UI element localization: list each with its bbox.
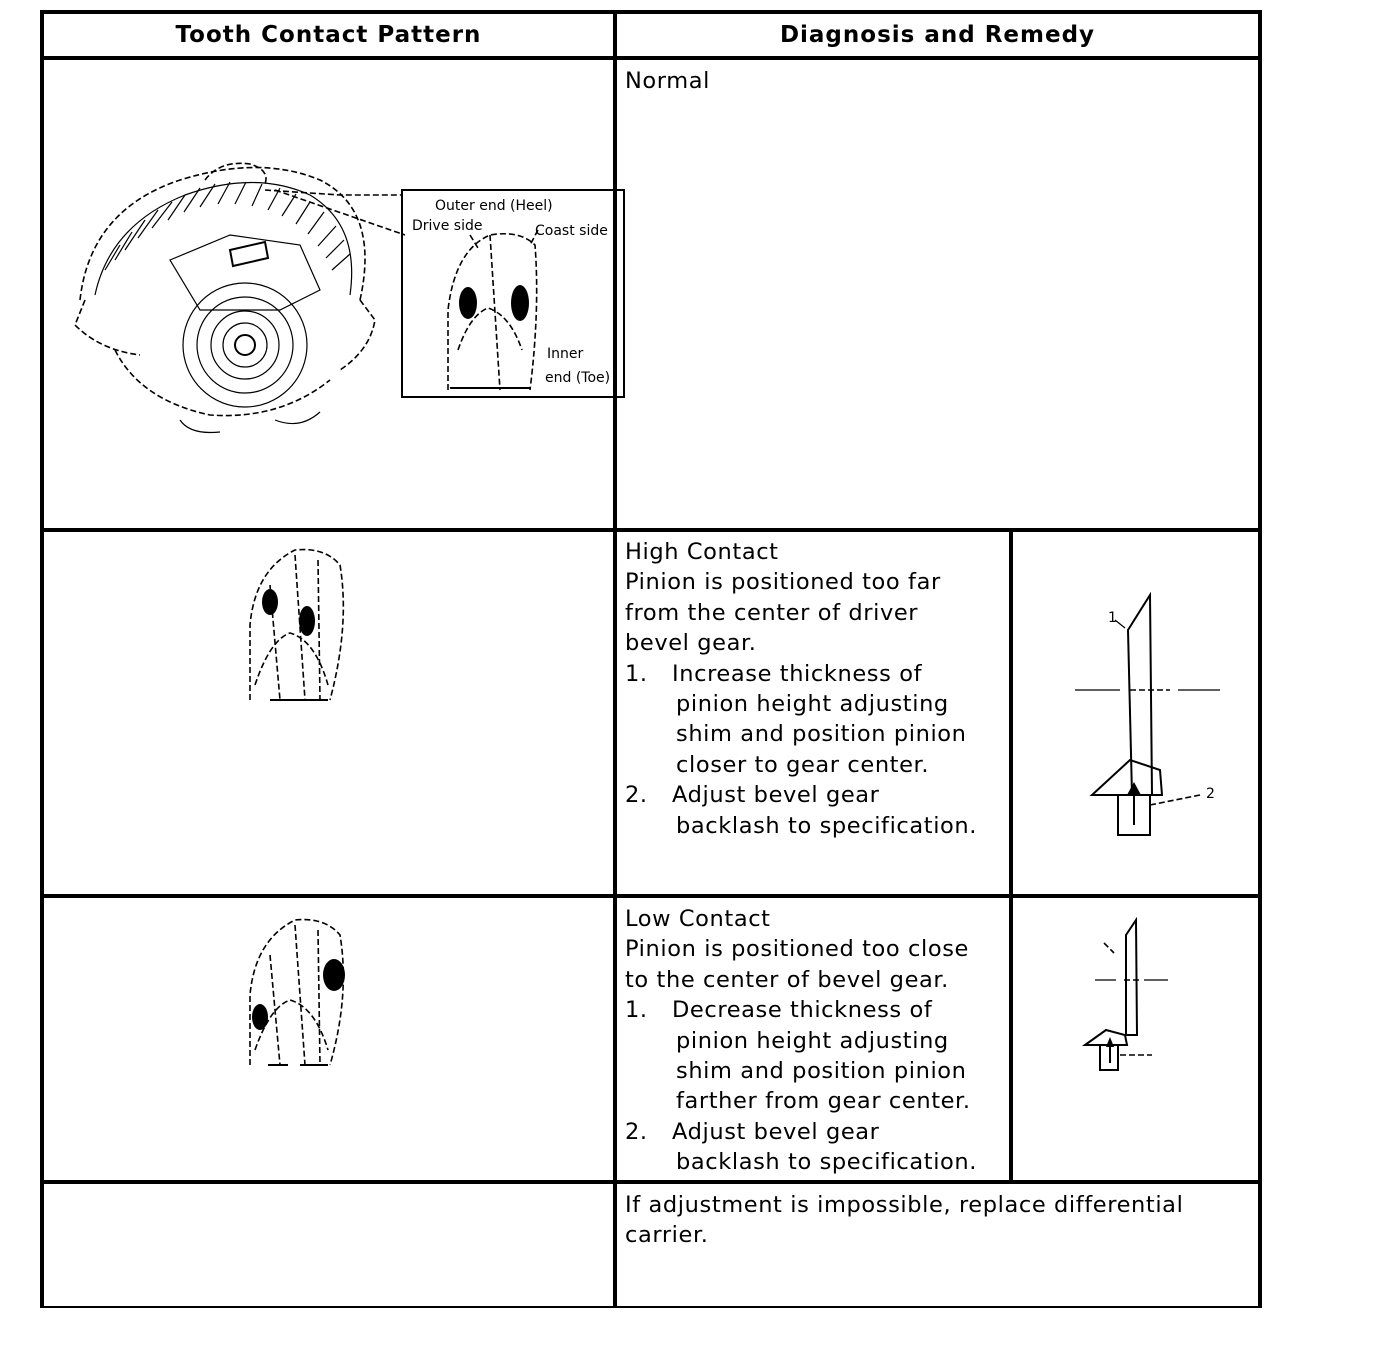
coast-side-label: Coast side: [535, 223, 608, 239]
step-line: farther from gear center.: [676, 1088, 971, 1115]
step-line: pinion height adjusting: [676, 691, 949, 718]
coast-side-contact-mark: [511, 285, 529, 321]
outer-end-heel-label: Outer end (Heel): [435, 198, 553, 214]
row-rule-2: [40, 894, 1262, 898]
high-contact-text: [625, 537, 977, 841]
high-contact-title: High Contact: [625, 539, 779, 565]
differential-gear-illustration: [60, 150, 620, 440]
inner-label: Inner: [547, 346, 584, 362]
high-contact-tooth-illustration: [240, 545, 360, 715]
table-border-left: [40, 10, 44, 1308]
step-line: Increase thickness of: [672, 660, 923, 687]
step-line: closer to gear center.: [676, 751, 930, 778]
low-coast-contact-mark: [323, 959, 345, 991]
high-contact-pinion-diagram: [1060, 590, 1240, 850]
table-border-bottom: [40, 1306, 1262, 1308]
header-tooth-contact-pattern: Tooth Contact Pattern: [175, 22, 482, 48]
step-line: backlash to specification.: [676, 812, 978, 839]
low-contact-tooth-illustration: [240, 915, 360, 1080]
drive-side-contact-mark: [459, 287, 477, 319]
step-line: shim and position pinion: [676, 1058, 967, 1085]
low-contact-step-2: [625, 1117, 977, 1178]
drive-side-label: Drive side: [412, 218, 483, 234]
high-contact-step-1: [625, 659, 977, 781]
step-number: 2.: [625, 782, 648, 809]
high-drive-contact-mark: [262, 589, 278, 615]
header-diagnosis-and-remedy: Diagnosis and Remedy: [779, 22, 1096, 48]
row-rule-3: [40, 1180, 1262, 1184]
table-border-right: [1258, 10, 1262, 1308]
callout-2: 2: [1206, 786, 1215, 802]
low-contact-text: [625, 904, 977, 1178]
normal-title: Normal: [625, 68, 711, 94]
low-drive-contact-mark: [252, 1004, 268, 1030]
low-contact-pinion-diagram: [1080, 915, 1200, 1080]
low-contact-step-1: [625, 995, 977, 1117]
step-line: Adjust bevel gear: [672, 1118, 880, 1145]
high-contact-description-line: from the center of driver: [625, 599, 919, 626]
step-number: 2.: [625, 1118, 648, 1145]
step-line: shim and position pinion: [676, 721, 967, 748]
step-line: pinion height adjusting: [676, 1027, 949, 1054]
step-number: 1.: [625, 660, 648, 687]
replace-carrier-note: [625, 1190, 1183, 1251]
figure-column-rule: [1009, 528, 1013, 1184]
low-contact-description-line: to the center of bevel gear.: [625, 966, 949, 993]
inner-end-toe-label: end (Toe): [545, 370, 611, 386]
replace-carrier-line: carrier.: [625, 1222, 709, 1249]
callout-1: 1: [1108, 610, 1117, 626]
step-line: Decrease thickness of: [672, 997, 933, 1024]
contact-pattern-table: [40, 10, 1262, 1308]
step-line: backlash to specification.: [676, 1149, 978, 1176]
high-contact-description-line: bevel gear.: [625, 630, 757, 657]
row-rule-1: [40, 528, 1262, 532]
step-line: Adjust bevel gear: [672, 782, 880, 809]
low-contact-description-line: Pinion is positioned too close: [625, 936, 969, 963]
replace-carrier-line: If adjustment is impossible, replace differential: [625, 1192, 1184, 1218]
high-contact-step-2: [625, 780, 977, 841]
high-contact-description-line: Pinion is positioned too far: [625, 569, 941, 596]
step-number: 1.: [625, 997, 648, 1024]
high-coast-contact-mark: [299, 606, 315, 636]
low-contact-title: Low Contact: [625, 906, 771, 932]
